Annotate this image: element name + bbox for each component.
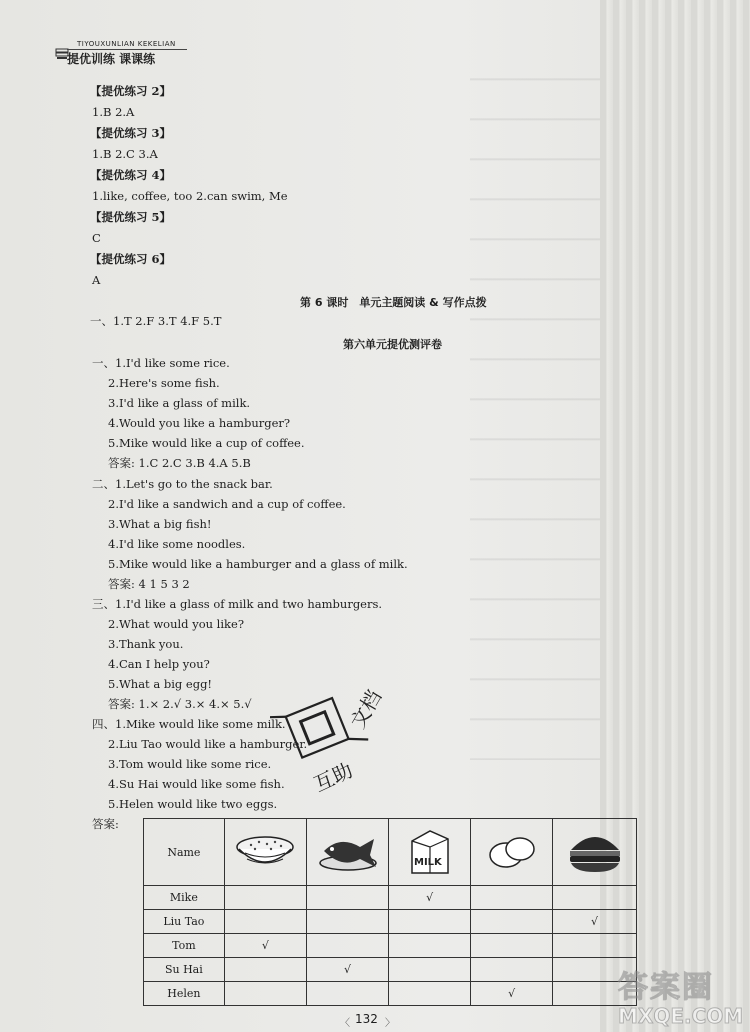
check-cell <box>389 934 471 958</box>
practice-title: 【提优练习 5】 <box>90 210 172 224</box>
check-cell <box>306 982 388 1006</box>
practice-title: 【提优练习 6】 <box>90 252 172 266</box>
row-name: Mike <box>144 886 225 910</box>
check-cell <box>471 934 553 958</box>
check-cell <box>224 910 306 934</box>
table-row <box>144 886 637 910</box>
name-header: Name <box>144 819 225 886</box>
brand-title: 提优训练 课课练 <box>67 52 156 66</box>
milk-cell <box>389 819 471 886</box>
fish-icon <box>316 829 380 873</box>
practice-title: 【提优练习 4】 <box>90 168 172 182</box>
check-cell: √ <box>471 982 553 1006</box>
test-line: 4.I'd like some noodles. <box>108 537 246 551</box>
answer-label: 答案: <box>92 817 119 831</box>
practice-answer: 1.B 2.A <box>92 105 135 119</box>
test-line: 3.What a big fish! <box>108 517 212 531</box>
check-cell <box>224 886 306 910</box>
test-line: 2.Here's some fish. <box>108 376 220 390</box>
row-name: Helen <box>144 982 225 1006</box>
check-cell <box>224 958 306 982</box>
eggs-cell <box>471 819 553 886</box>
unit-test-title: 第六单元提优测评卷 <box>343 338 442 351</box>
test-line: 5.Mike would like a hamburger and a glass of milk. <box>108 557 408 571</box>
test-line: 四、1.Mike would like some milk. <box>92 717 286 731</box>
check-cell <box>389 910 471 934</box>
check-cell <box>553 886 637 910</box>
table-header-row <box>144 819 637 886</box>
test-line: 3.Thank you. <box>108 637 184 651</box>
practice-title: 【提优练习 3】 <box>90 126 172 140</box>
test-line: 5.Helen would like two eggs. <box>108 797 278 811</box>
practice-title: 【提优练习 2】 <box>90 84 172 98</box>
check-cell <box>306 934 388 958</box>
page-number-ornament: 〉 <box>385 1018 395 1029</box>
check-cell <box>471 886 553 910</box>
rice-cell <box>224 819 306 886</box>
test-line: 2.Liu Tao would like a hamburger. <box>108 737 308 751</box>
test-line: 三、1.I'd like a glass of milk and two hamburgers. <box>92 597 383 611</box>
test-line: 二、1.Let's go to the snack bar. <box>92 477 273 491</box>
test-line: 4.Would you like a hamburger? <box>108 416 291 430</box>
watermark-url: MXQE.COM <box>618 1004 744 1028</box>
test-line: 2.What would you like? <box>108 617 244 631</box>
answer-table <box>143 818 637 1006</box>
check-cell <box>389 982 471 1006</box>
watermark-title: 答案圈 <box>618 970 714 1005</box>
practice-answer: 1.like, coffee, too 2.can swim, Me <box>92 189 288 203</box>
check-cell: √ <box>553 910 637 934</box>
page-number: 132 <box>355 1012 378 1026</box>
table-row <box>144 958 637 982</box>
page-number-ornament: 〈 <box>340 1018 350 1029</box>
stamp-text-part: 文档 <box>345 685 387 733</box>
stamp-logo <box>270 680 400 800</box>
test-line: 4.Su Hai would like some fish. <box>108 777 285 791</box>
practice-answer: A <box>92 273 101 287</box>
check-cell: √ <box>224 934 306 958</box>
test-line: 4.Can I help you? <box>108 657 210 671</box>
check-cell <box>471 910 553 934</box>
practice-answer: C <box>92 231 101 245</box>
check-cell: √ <box>389 886 471 910</box>
lesson-title: 第 6 课时 单元主题阅读 & 写作点拨 <box>300 296 487 309</box>
test-line: 2.I'd like a sandwich and a cup of coffee. <box>108 497 346 511</box>
check-cell <box>553 934 637 958</box>
practice-answer: 1.B 2.C 3.A <box>92 147 158 161</box>
check-cell: √ <box>306 958 388 982</box>
table-row <box>144 982 637 1006</box>
check-cell <box>306 910 388 934</box>
bleed-through <box>470 60 600 760</box>
eggs-icon <box>482 831 542 871</box>
test-answer: 答案: 1.× 2.√ 3.× 4.× 5.√ <box>108 697 252 711</box>
hamburger-icon <box>565 828 625 874</box>
row-name: Su Hai <box>144 958 225 982</box>
rice-icon <box>233 831 297 871</box>
brand-pinyin: TIYOUXUNLIAN KEKELIAN <box>77 40 176 48</box>
test-line: 3.I'd like a glass of milk. <box>108 396 251 410</box>
brand-header <box>55 38 190 66</box>
table-row <box>144 934 637 958</box>
check-cell <box>224 982 306 1006</box>
row-name: Liu Tao <box>144 910 225 934</box>
fish-cell <box>306 819 388 886</box>
watermark-logo <box>618 962 748 1028</box>
test-line: 一、1.I'd like some rice. <box>92 356 230 370</box>
check-cell <box>471 958 553 982</box>
check-cell <box>306 886 388 910</box>
stamp-text-part: 互助 <box>309 757 357 797</box>
row-name: Tom <box>144 934 225 958</box>
hamburger-cell <box>553 819 637 886</box>
test-answer: 答案: 4 1 5 3 2 <box>108 577 190 591</box>
test-line: 5.What a big egg! <box>108 677 213 691</box>
lesson-answer: 一、1.T 2.F 3.T 4.F 5.T <box>90 314 222 328</box>
milk-label: MILK <box>413 856 442 868</box>
test-line: 5.Mike would like a cup of coffee. <box>108 436 305 450</box>
test-line: 3.Tom would like some rice. <box>108 757 272 771</box>
table-row <box>144 910 637 934</box>
test-answer: 答案: 1.C 2.C 3.B 4.A 5.B <box>108 456 251 470</box>
check-cell <box>389 958 471 982</box>
milk-icon <box>400 825 460 877</box>
